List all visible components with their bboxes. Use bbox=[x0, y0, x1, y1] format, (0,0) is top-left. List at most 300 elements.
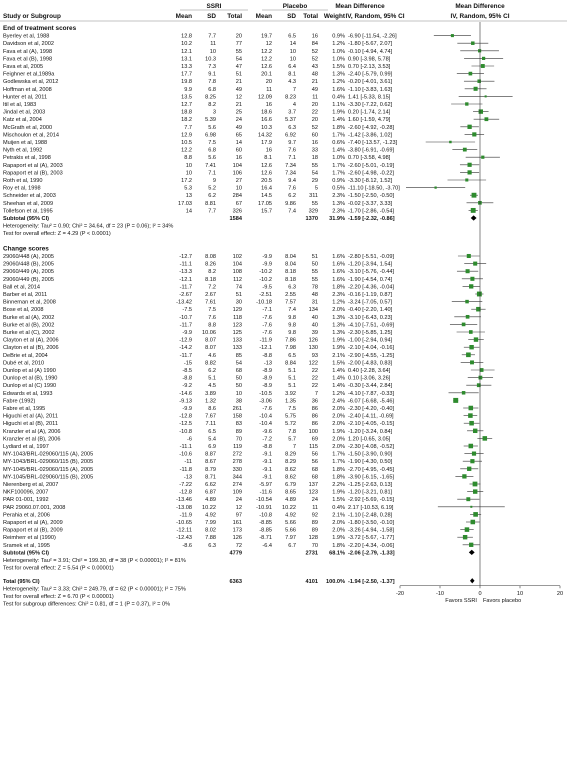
study-weight: 2.3% bbox=[332, 292, 345, 298]
study-ci: -1.20 [-3.24, 0.84] bbox=[348, 428, 393, 435]
placebo-total: 126 bbox=[308, 337, 318, 344]
placebo-sd: 9.4 bbox=[288, 178, 296, 184]
md-method-header-left: IV, Random, 95% CI bbox=[345, 13, 405, 20]
placebo-sd: 4.3 bbox=[288, 79, 296, 86]
placebo-total: 33 bbox=[311, 147, 318, 154]
study-ci: -2.40 [-5.79, 0.99] bbox=[348, 71, 393, 78]
ssri-total: 102 bbox=[232, 254, 242, 260]
ssri-mean: -10.8 bbox=[179, 428, 192, 435]
ssri-total: 119 bbox=[233, 444, 242, 450]
ssri-total: 326 bbox=[232, 208, 242, 215]
study-weight: 1.9% bbox=[332, 489, 345, 496]
study-ci: -3.30 [-7.22, 0.62] bbox=[348, 102, 393, 108]
study-name: Burke et al (C), 2002 bbox=[3, 330, 55, 336]
effect-square bbox=[469, 345, 473, 349]
ssri-sd: 7.88 bbox=[205, 535, 216, 542]
study-name: Burke et al (A), 2002 bbox=[3, 314, 55, 321]
study-name: Rapaport et al (A), 2009 bbox=[3, 520, 63, 526]
study-name: Edwards et al, 1993 bbox=[3, 390, 53, 397]
study-name: Barber et al, 2011 bbox=[3, 292, 48, 298]
study-ci: -2.90 [-4.55, -1.25] bbox=[348, 352, 395, 359]
ssri-mean: 13.3 bbox=[181, 64, 192, 70]
study-weight: 1.2% bbox=[332, 390, 345, 397]
placebo-mean: -10.4 bbox=[259, 421, 272, 428]
placebo-sd: 8.29 bbox=[285, 459, 296, 466]
placebo-mean: -12.1 bbox=[259, 345, 272, 352]
ssri-sd: 8.26 bbox=[205, 261, 216, 268]
study-weight: 2.2% bbox=[332, 482, 345, 488]
ssri-mean: -14.6 bbox=[179, 390, 192, 397]
study-name: Mischoulon et al, 2014 bbox=[3, 132, 59, 139]
study-weight: 1.2% bbox=[332, 79, 345, 86]
study-name: PAR 01-001, 1992 bbox=[3, 497, 49, 504]
placebo-total: 51 bbox=[311, 254, 318, 260]
placebo-mean: 8.1 bbox=[264, 155, 272, 162]
study-name: Nyth et al, 1992 bbox=[3, 147, 43, 154]
study-ci: -2.70 [-4.95, -0.45] bbox=[348, 466, 395, 473]
study-weight: 0.9% bbox=[332, 33, 345, 40]
favors-placebo-label: Favors placebo bbox=[483, 597, 522, 604]
placebo-sd: 8.62 bbox=[285, 466, 296, 473]
effect-square bbox=[472, 132, 476, 136]
ssri-total: 330 bbox=[232, 466, 242, 473]
placebo-mean: -8.85 bbox=[259, 520, 272, 526]
study-ci: -1.42 [-3.86, 1.02] bbox=[348, 132, 393, 139]
study-ci: -1.50 [-3.90, 0.90] bbox=[348, 451, 393, 458]
ssri-sd: 7.41 bbox=[205, 162, 216, 169]
ssri-mean: -7.22 bbox=[179, 482, 192, 488]
effect-square bbox=[473, 512, 478, 517]
ssri-total-header: Total bbox=[227, 13, 242, 20]
effect-square bbox=[485, 95, 487, 97]
study-weight: 1.7% bbox=[332, 132, 345, 139]
effect-square bbox=[472, 452, 476, 456]
footer-note-2: Test for overall effect: Z = 6.70 (P < 0.00001) bbox=[3, 593, 114, 600]
placebo-total: 55 bbox=[311, 200, 318, 207]
ssri-sd: 8.07 bbox=[205, 337, 216, 344]
study-ci: -0.16 [-1.19, 0.87] bbox=[348, 292, 393, 298]
study-ci: -1.80 [-5.67, 2.07] bbox=[348, 41, 393, 48]
study-weight: 1.4% bbox=[332, 368, 345, 374]
placebo-total: 20 bbox=[311, 117, 318, 124]
ssri-mean: 12.8 bbox=[181, 33, 192, 40]
ssri-total: 65 bbox=[235, 132, 242, 139]
study-name: Fava et al, 2005 bbox=[3, 64, 44, 70]
ssri-total: 24 bbox=[235, 497, 242, 504]
study-weight: 2.0% bbox=[332, 436, 345, 443]
ssri-total: 129 bbox=[232, 307, 242, 314]
ssri-sd: 5.4 bbox=[208, 436, 216, 443]
ssri-mean: -2.67 bbox=[179, 292, 192, 298]
study-ci: -3.30 [-8.12, 1.52] bbox=[348, 178, 393, 184]
placebo-mean: 17.05 bbox=[258, 200, 272, 207]
study-weight: 1.6% bbox=[332, 269, 345, 276]
effect-square bbox=[473, 262, 477, 266]
ssri-mean: -13 bbox=[183, 474, 192, 481]
study-name: McGrath et al, 2000 bbox=[3, 124, 53, 131]
placebo-total: 50 bbox=[311, 261, 318, 268]
study-weight: 1.6% bbox=[332, 276, 345, 283]
study-ci: 0.10 [-3.06, 3.26] bbox=[348, 375, 391, 382]
placebo-mean: 18.6 bbox=[261, 109, 272, 116]
study-name: Hunter et al, 2011 bbox=[3, 94, 48, 101]
ssri-sd: 10.22 bbox=[202, 504, 216, 511]
ssri-mean: -8.5 bbox=[182, 368, 192, 374]
ssri-sd: 8.02 bbox=[205, 527, 216, 534]
placebo-sd-header: SD bbox=[287, 13, 296, 20]
ssri-total: 14 bbox=[235, 140, 242, 146]
study-ci: 0.40 [-2.28, 3.64] bbox=[348, 368, 391, 374]
effect-square bbox=[478, 49, 481, 52]
ssri-total: 261 bbox=[232, 406, 242, 412]
study-weight: 1.9% bbox=[332, 428, 345, 435]
x-axis bbox=[396, 22, 563, 604]
placebo-mean: 11 bbox=[266, 86, 272, 93]
placebo-sd: 6.79 bbox=[285, 482, 296, 488]
effect-square bbox=[471, 41, 475, 45]
study-ci: -1.80 [-3.50, -0.10] bbox=[348, 520, 395, 526]
subtotal-placebo-total: 2731 bbox=[305, 550, 318, 557]
placebo-mean: -8.85 bbox=[259, 527, 272, 534]
study-name: Dunlop et al (A) 1990 bbox=[3, 368, 56, 374]
placebo-sd: 7.4 bbox=[288, 307, 296, 314]
effect-square bbox=[469, 284, 473, 288]
ssri-mean: -10.65 bbox=[176, 520, 192, 526]
placebo-total: 89 bbox=[311, 520, 318, 526]
effect-square bbox=[467, 125, 471, 129]
subgroup-title: End of treatment scores bbox=[3, 25, 77, 32]
ssri-mean: 10.2 bbox=[181, 41, 192, 48]
ssri-sd: 1.32 bbox=[205, 398, 216, 405]
placebo-sd: 6.3 bbox=[288, 284, 296, 291]
ssri-mean-header: Mean bbox=[175, 13, 192, 20]
ssri-total: 27 bbox=[235, 178, 242, 184]
placebo-mean: 14.5 bbox=[261, 193, 272, 200]
placebo-total: 137 bbox=[308, 482, 318, 488]
ssri-sd: 8.6 bbox=[208, 406, 216, 412]
study-weight: 1.4% bbox=[332, 383, 345, 390]
placebo-sd: 6.5 bbox=[288, 352, 296, 359]
placebo-sd: 4 bbox=[292, 102, 296, 108]
effect-square bbox=[472, 193, 477, 198]
placebo-mean: -10.5 bbox=[259, 390, 272, 397]
placebo-total: 16 bbox=[311, 140, 318, 146]
ssri-total: 10 bbox=[235, 390, 242, 397]
study-weight: 1.4% bbox=[332, 147, 345, 154]
ssri-sd: 7.1 bbox=[208, 170, 216, 177]
placebo-total: 86 bbox=[311, 421, 318, 428]
ssri-mean: -12.9 bbox=[179, 337, 192, 344]
study-ci: -3.80 [-6.91, -0.69] bbox=[348, 147, 395, 154]
effect-square bbox=[483, 436, 488, 441]
placebo-mean: 17.9 bbox=[261, 140, 272, 146]
placebo-mean: -6.4 bbox=[262, 542, 272, 549]
study-name: MY-1045/BRL-029060/115 (A), 2005 bbox=[3, 466, 94, 473]
ssri-mean: 12.1 bbox=[181, 48, 192, 55]
column-headers bbox=[0, 3, 567, 21]
placebo-total: 55 bbox=[311, 276, 318, 283]
subgroup-title: Change scores bbox=[3, 245, 49, 253]
subtotal-label: Subtotal (95% CI) bbox=[3, 550, 49, 557]
effect-square bbox=[477, 79, 481, 83]
study-ci: -1.00 [-2.94, 0.94] bbox=[348, 337, 393, 344]
placebo-sd: 8.65 bbox=[285, 489, 296, 496]
study-name: Kranzler et al (A), 2006 bbox=[3, 428, 61, 435]
study-weight: 1.4% bbox=[332, 117, 345, 124]
study-weight: 2.0% bbox=[332, 421, 345, 428]
ssri-total: 272 bbox=[232, 451, 242, 458]
ssri-sd: 7.11 bbox=[205, 421, 216, 428]
study-weight: 1.5% bbox=[332, 497, 345, 504]
placebo-sd: 7.34 bbox=[285, 170, 296, 177]
ssri-total: 21 bbox=[235, 79, 242, 86]
study-ci: 1.20 [-0.65, 3.05] bbox=[348, 436, 391, 443]
study-weight: 1.7% bbox=[332, 459, 345, 466]
study-name: Binneman et al, 2008 bbox=[3, 299, 56, 306]
placebo-total: 40 bbox=[311, 314, 318, 321]
study-name: Rapaport et al (B), 2009 bbox=[3, 527, 63, 534]
study-weight: 1.8% bbox=[332, 284, 345, 291]
placebo-sd: 7.6 bbox=[288, 185, 296, 192]
ssri-sd: 8.79 bbox=[205, 466, 216, 473]
study-weight: 1.7% bbox=[332, 451, 345, 458]
placebo-sd: 7.5 bbox=[288, 406, 296, 412]
placebo-sd: 6.5 bbox=[288, 33, 296, 40]
study-name: Clayton et al (B), 2006 bbox=[3, 345, 59, 352]
ssri-total: 77 bbox=[235, 41, 242, 48]
ssri-total: 72 bbox=[235, 542, 242, 549]
ssri-mean: 18.2 bbox=[181, 117, 192, 124]
placebo-total: 52 bbox=[311, 124, 318, 131]
ssri-total: 49 bbox=[235, 86, 242, 93]
study-ci: -1.20 [-3.21, 0.81] bbox=[348, 489, 393, 496]
placebo-total: 20 bbox=[311, 102, 318, 108]
ssri-total: 60 bbox=[235, 147, 242, 154]
ssri-sd: 6.8 bbox=[208, 147, 216, 154]
ssri-sd: 8.71 bbox=[205, 474, 216, 481]
ssri-sd: 6.2 bbox=[208, 368, 216, 374]
effect-square bbox=[466, 497, 470, 501]
study-name: Higuchi et al (A), 2011 bbox=[3, 413, 58, 420]
placebo-mean: -7.2 bbox=[262, 436, 272, 443]
placebo-sd: 9.8 bbox=[288, 322, 296, 329]
placebo-mean: 20.5 bbox=[261, 178, 272, 184]
placebo-total: 52 bbox=[311, 48, 318, 55]
ssri-mean: -9.2 bbox=[182, 383, 192, 390]
footer-note-3: Test for subgroup differences: Chi² = 0.81, df = 1 (P = 0.37), I² = 0% bbox=[3, 601, 171, 608]
ssri-mean: -10.6 bbox=[179, 451, 192, 458]
placebo-total: 11 bbox=[312, 94, 318, 101]
study-weight: 2.1% bbox=[332, 512, 345, 519]
ssri-mean: -13.08 bbox=[176, 504, 192, 511]
ssri-sd: 6.3 bbox=[208, 542, 216, 549]
placebo-total: 329 bbox=[308, 208, 318, 215]
placebo-total: 54 bbox=[311, 170, 318, 177]
study-weight: 1.0% bbox=[332, 155, 345, 162]
placebo-sd: 5.7 bbox=[288, 436, 296, 443]
placebo-sd: 5.37 bbox=[285, 117, 296, 124]
placebo-sd: 6.92 bbox=[285, 132, 296, 139]
placebo-mean: -8.9 bbox=[262, 383, 272, 390]
study-ci: -1.20 [-3.94, 1.54] bbox=[348, 261, 393, 268]
study-weight: 1.4% bbox=[332, 375, 345, 382]
placebo-sd: 5.66 bbox=[285, 520, 296, 526]
study-weight: 2.1% bbox=[332, 352, 345, 359]
effect-square bbox=[463, 535, 467, 539]
placebo-mean: -5.97 bbox=[259, 482, 272, 488]
ssri-mean: -12.1 bbox=[179, 276, 192, 283]
effect-square bbox=[451, 34, 454, 37]
ssri-total: 158 bbox=[232, 413, 242, 420]
placebo-total: 16 bbox=[311, 33, 318, 40]
study-ci: -2.20 [-4.34, -0.06] bbox=[348, 542, 395, 549]
study-ci: -0.20 [-4.01, 3.61] bbox=[348, 79, 393, 86]
placebo-total: 311 bbox=[309, 193, 318, 200]
placebo-total: 29 bbox=[311, 178, 318, 184]
ssri-total: 133 bbox=[232, 337, 242, 344]
effect-square bbox=[474, 337, 478, 341]
placebo-mean: 12.2 bbox=[261, 56, 272, 63]
effect-square bbox=[434, 186, 436, 188]
study-weight: 1.0% bbox=[332, 56, 345, 63]
study-name: Schneider et al, 2003 bbox=[3, 193, 56, 200]
ssri-mean: -9.9 bbox=[182, 406, 192, 412]
study-weight: 1.3% bbox=[332, 200, 345, 207]
effect-square bbox=[481, 156, 484, 159]
ssri-sd: 6.8 bbox=[208, 86, 216, 93]
ssri-total: 106 bbox=[232, 170, 242, 177]
placebo-total: 7 bbox=[314, 390, 318, 397]
ssri-mean: 12.2 bbox=[181, 147, 192, 154]
placebo-sd: 7.6 bbox=[288, 147, 296, 154]
study-ci: 0.20 [-1.74, 2.14] bbox=[348, 109, 391, 116]
ssri-sd: 9.1 bbox=[208, 71, 216, 78]
ssri-mean: -13.42 bbox=[176, 299, 192, 306]
study-name: Lydiard et al, 1997 bbox=[3, 444, 49, 450]
study-weight: 1.2% bbox=[332, 299, 345, 306]
heterogeneity-note: Heterogeneity: Tau² = 0.90; Chi² = 34.64, df = 23 (P = 0.06); I² = 34% bbox=[3, 223, 174, 230]
placebo-mean: 16 bbox=[265, 147, 272, 154]
ssri-sd: 8.08 bbox=[205, 254, 216, 260]
placebo-total: 11 bbox=[312, 504, 318, 511]
placebo-sd: 7.86 bbox=[285, 337, 296, 344]
ssri-sd: 8.81 bbox=[205, 200, 216, 207]
study-name: Itil et al, 1983 bbox=[3, 102, 37, 108]
effect-square bbox=[466, 315, 470, 319]
study-ci: -3.10 [-5.76, -0.44] bbox=[348, 269, 395, 276]
placebo-mean: 20.1 bbox=[261, 71, 272, 78]
ssri-total: 54 bbox=[235, 360, 242, 367]
overall-effect-note: Test for overall effect: Z = 5.54 (P < 0.00001) bbox=[3, 565, 114, 572]
placebo-total: 18 bbox=[311, 155, 318, 162]
ssri-sd: 4.92 bbox=[205, 512, 216, 519]
study-name: Burke et al (B), 2002 bbox=[3, 322, 55, 329]
ssri-sd: 6.5 bbox=[208, 428, 216, 435]
effect-square bbox=[465, 178, 468, 181]
placebo-total: 69 bbox=[311, 436, 318, 443]
total-label: Total (95% CI) bbox=[3, 578, 40, 585]
study-name: NKF100096, 2007 bbox=[3, 489, 49, 496]
ssri-sd: 7.5 bbox=[208, 140, 216, 146]
study-ci: -1.25 [-2.63, 0.13] bbox=[348, 482, 393, 488]
placebo-total: 68 bbox=[311, 466, 318, 473]
ssri-sd: 6.2 bbox=[208, 193, 216, 200]
effect-square bbox=[470, 506, 472, 508]
placebo-sd: 5.66 bbox=[285, 527, 296, 534]
ssri-total: 50 bbox=[235, 375, 242, 382]
study-weight: 1.3% bbox=[332, 71, 345, 78]
ssri-sd: 8.2 bbox=[208, 102, 216, 108]
placebo-mean: 16.4 bbox=[261, 185, 272, 192]
effect-square bbox=[466, 269, 470, 273]
x-tick-label: 20 bbox=[556, 590, 564, 597]
placebo-sd: 10.22 bbox=[282, 504, 296, 511]
effect-square bbox=[462, 323, 466, 327]
placebo-sd: 6.3 bbox=[288, 124, 296, 131]
placebo-mean: 20 bbox=[265, 79, 272, 86]
ssri-mean: -9.9 bbox=[182, 330, 192, 336]
study-name: Nierenberg et al, 2007 bbox=[3, 482, 59, 488]
study-name: PAR 29060.07.001, 2008 bbox=[3, 504, 66, 511]
ssri-total: 74 bbox=[235, 284, 242, 291]
effect-square bbox=[470, 277, 474, 281]
placebo-sd: 9.8 bbox=[288, 330, 296, 336]
study-name: 29060/448 (A), 2005 bbox=[3, 254, 55, 260]
study-weight: 2.0% bbox=[332, 527, 345, 534]
study-ci: -2.30 [-5.85, 1.25] bbox=[348, 330, 393, 336]
placebo-mean: -8.9 bbox=[262, 375, 272, 382]
study-name: Davidson et al, 2002 bbox=[3, 41, 54, 48]
ssri-mean: -8.8 bbox=[182, 375, 192, 382]
placebo-total: 123 bbox=[308, 489, 318, 496]
study-ci: 1.60 [-1.59, 4.79] bbox=[348, 117, 391, 124]
ssri-total: 104 bbox=[232, 261, 242, 268]
study-weight: 0.9% bbox=[332, 178, 345, 184]
placebo-total: 43 bbox=[311, 64, 318, 70]
ssri-total: 85 bbox=[235, 352, 242, 359]
placebo-sd: 1.35 bbox=[285, 398, 296, 405]
study-weight: 2.3% bbox=[332, 208, 345, 215]
placebo-mean-header: Mean bbox=[255, 13, 272, 20]
ssri-sd: 7.2 bbox=[208, 284, 216, 291]
study-weight: 0.4% bbox=[332, 94, 345, 101]
ssri-total: 24 bbox=[235, 117, 242, 124]
ssri-sd: 11 bbox=[210, 41, 216, 48]
ssri-sd-header: SD bbox=[207, 13, 216, 20]
ssri-total: 108 bbox=[232, 269, 242, 276]
study-weight: 1.9% bbox=[332, 109, 345, 116]
placebo-sd: 8.18 bbox=[285, 276, 296, 283]
subtotal-label: Subtotal (95% CI) bbox=[3, 216, 49, 222]
ssri-mean: -10.7 bbox=[179, 314, 192, 321]
ssri-sd: 4.5 bbox=[208, 383, 216, 390]
study-weight: 1.2% bbox=[332, 41, 345, 48]
study-name: Sheehan et al, 2009 bbox=[3, 200, 54, 207]
study-ci: -7.40 [-13.57, -1.23] bbox=[348, 140, 398, 146]
ssri-total: 10 bbox=[235, 185, 242, 192]
study-name: Rapaport et al (A), 2003 bbox=[3, 162, 63, 169]
placebo-mean: -7.1 bbox=[262, 307, 272, 314]
ssri-mean: -6 bbox=[187, 436, 192, 443]
md-method-header-right: IV, Random, 95% CI bbox=[450, 13, 510, 20]
ssri-total: 68 bbox=[235, 368, 242, 374]
ssri-total: 16 bbox=[235, 155, 242, 162]
study-ci: -1.90 [-4.54, 0.74] bbox=[348, 276, 393, 283]
ssri-total: 126 bbox=[232, 535, 242, 542]
study-name: Tollefson et al, 1995 bbox=[3, 208, 53, 215]
placebo-sd: 8.84 bbox=[285, 360, 296, 367]
study-weight: 0.6% bbox=[332, 140, 345, 146]
